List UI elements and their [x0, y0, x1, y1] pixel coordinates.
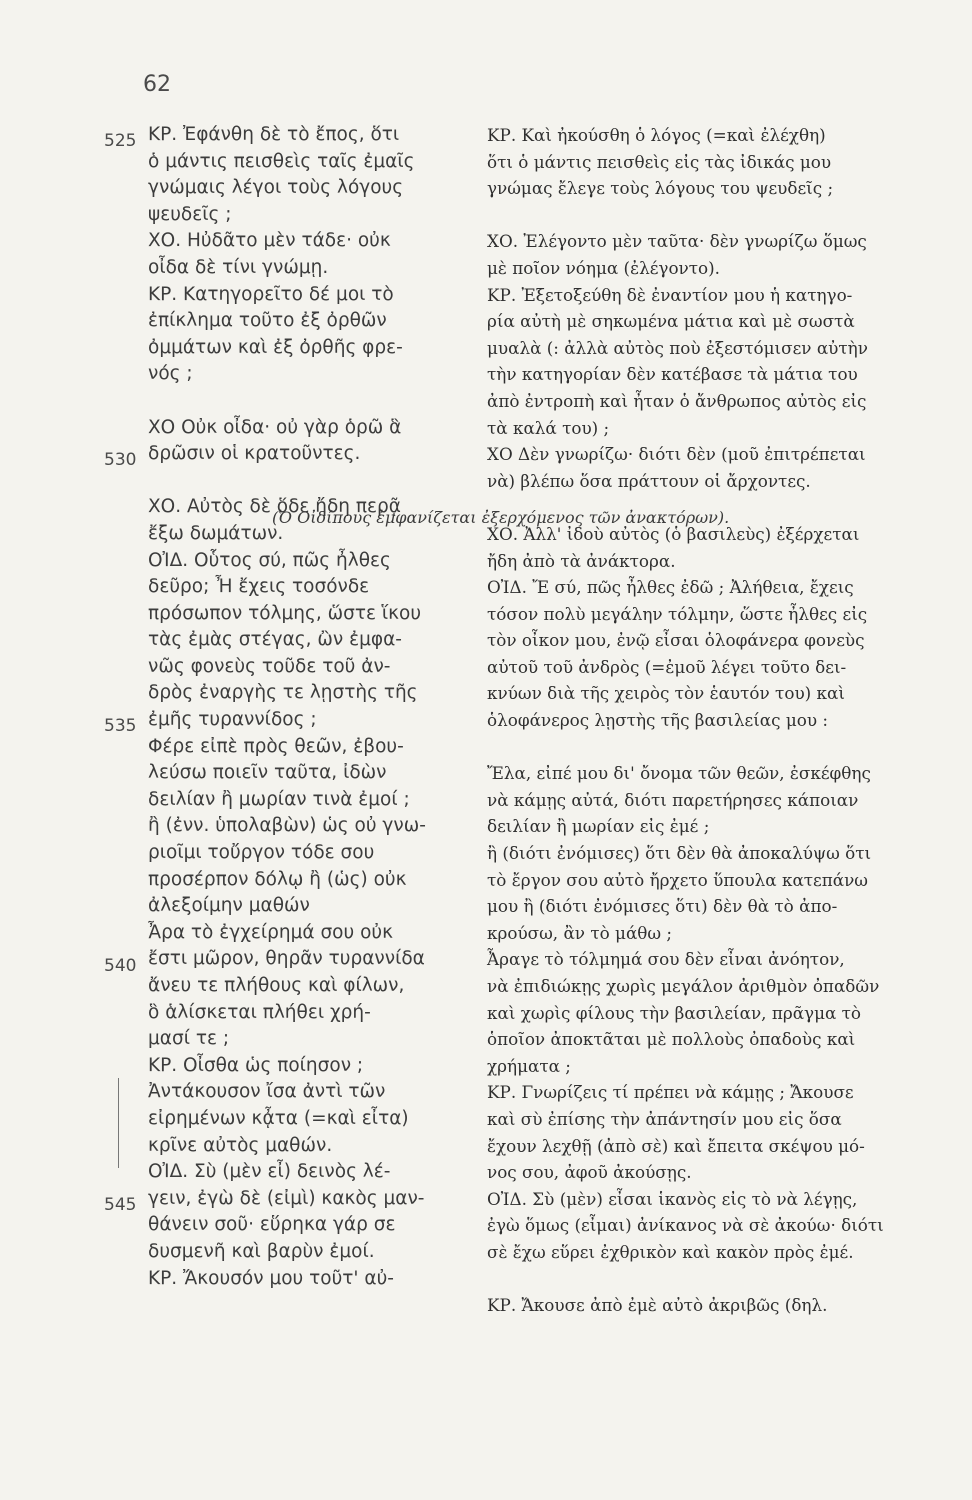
text-line	[487, 734, 932, 761]
margin-bracket	[118, 1078, 129, 1168]
translation-block-before	[487, 122, 932, 494]
text-line: κνύων διὰ τῆς χειρὸς τὸν ἑαυτόν του) καὶ	[487, 683, 845, 704]
text-line: οἶδα δὲ τίνι γνώμῃ.	[148, 256, 329, 278]
text-line: γνώμας ἔλεγε τοὺς λόγους του ψευδεῖς ;	[487, 178, 834, 199]
text-line: μου ἢ (διότι ἐνόμισες ὅτι) δὲν θὰ τὸ ἀπο-	[487, 896, 838, 917]
text-line: ἔστι μῶρον, θηρᾶν τυραννίδα	[148, 948, 425, 970]
text-line: Ἆρα τὸ ἐγχείρημά σου οὐκ	[148, 921, 394, 943]
text-line: ὁ μάντις πεισθεὶς ταῖς ἐμαῖς	[148, 150, 415, 172]
text-line: ἤδη ἀπὸ τὰ ἀνάκτορα.	[487, 550, 676, 571]
text-line: ὁλοφάνερος λῃστὴς τῆς βασιλείας μου :	[487, 710, 829, 731]
text-line: Φέρε εἰπὲ πρὸς θεῶν, ἐβου-	[148, 735, 404, 757]
text-line: ΚΡ. Οἶσθα ὡς ποίησον ;	[148, 1054, 364, 1076]
text-line: τὴν κατηγορίαν δὲν κατέβασε τὰ μάτια του	[487, 364, 858, 385]
page-number: 62	[143, 72, 171, 97]
text-line: ΚΡ. Κατηγορεῖτο δέ μοι τὸ	[148, 283, 394, 305]
text-line: εἰρημένων κᾆτα (=καὶ εἶτα)	[148, 1107, 409, 1129]
text-line: ἄνευ τε πλήθους καὶ φίλων,	[148, 975, 405, 996]
text-line: ΟἸΔ. Οὗτος σύ, πῶς ἦλθες	[148, 549, 391, 571]
text-line: ΧΟ Δὲν γνωρίζω· διότι δὲν (μοῦ ἐπιτρέπεται	[487, 444, 866, 465]
text-line: ΧΟ Οὐκ οἶδα· οὐ γὰρ ὁρῶ ἃ	[148, 416, 402, 438]
text-line: κρούσω, ἂν τὸ μάθω ;	[487, 922, 673, 943]
text-line: ΧΟ. Ἐλέγοντο μὲν ταῦτα· δὲν γνωρίζω ὅμως	[487, 231, 867, 252]
text-line: ὃ ἁλίσκεται πλήθει χρή-	[148, 1001, 371, 1023]
text-line: σὲ ἔχω εὕρει ἐχθρικὸν καὶ κακὸν πρὸς ἐμέ.	[487, 1241, 854, 1262]
text-line: ΚΡ. Γνωρίζεις τί πρέπει νὰ κάμῃς ; Ἄκουσε	[487, 1082, 854, 1103]
text-line: καὶ σὺ ἐπίσης τὴν ἀπάντησίν μου εἰς ὅσα	[487, 1108, 842, 1129]
text-line: τὸ ἔργον σου αὐτὸ ἤρχετο ὕπουλα κατεπάνω	[487, 869, 868, 890]
text-line: ΧΟ. Ηὐδᾶτο μὲν τάδε· οὐκ	[148, 230, 391, 252]
greek-text-column	[148, 122, 478, 1292]
line-number: 525	[104, 131, 137, 151]
text-line: ὁποῖον ἀποκτᾶται μὲ πολλοὺς ὀπαδοὺς καὶ	[487, 1029, 856, 1050]
text-line: δειλίαν ἢ μωρίαν τινὰ ἐμοί ;	[148, 788, 410, 810]
text-line	[148, 388, 478, 415]
text-line: αὐτοῦ τοῦ ἀνδρὸς (=ἐμοῦ λέγει τοῦτο δει-	[487, 656, 847, 677]
text-line: ΧΟ. Ἀλλ' ἰδοὺ αὐτὸς (ὁ βασιλεὺς) ἐξέρχεται	[487, 523, 860, 544]
text-line: θάνειν σοῦ· εὕρηκα γάρ σε	[148, 1214, 396, 1236]
text-line: πρόσωπον τόλμης, ὥστε ἵκου	[148, 602, 422, 624]
text-line: νὰ) βλέπω ὅσα πράττουν οἱ ἄρχοντες.	[487, 470, 811, 491]
text-line: ὅτι ὁ μάντις πεισθεὶς εἰς τὰς ἰδικάς μου	[487, 151, 832, 172]
text-line: ΚΡ. Ἄκουσε ἀπὸ ἐμὲ αὐτὸ ἀκριβῶς (δηλ.	[487, 1295, 828, 1316]
text-line: ΟἸΔ. Σὺ (μὲν εἶ) δεινὸς λέ-	[148, 1161, 391, 1183]
text-line: γειν, ἐγὼ δὲ (εἰμὶ) κακὸς μαν-	[148, 1187, 425, 1209]
line-number: 530	[104, 450, 137, 470]
text-line: δυσμενῆ καὶ βαρὺν ἐμοί.	[148, 1240, 375, 1262]
text-line: τὸν οἶκον μου, ἐνῷ εἶσαι ὁλοφάνερα φονεὺς	[487, 630, 865, 651]
text-line: μυαλὰ (: ἀλλὰ αὐτὸς ποὺ ἐξεστόμισεν αὐτὴν	[487, 337, 868, 358]
text-line: νὰ κάμῃς αὐτά, διότι παρετήρησες κάποιαν	[487, 789, 859, 810]
text-line: δρῶσιν οἱ κρατοῦντες.	[148, 443, 361, 465]
text-line: ρία αὐτὴ μὲ σηκωμένα μάτια καὶ μὲ σωστὰ	[487, 311, 855, 332]
text-line: γνώμαις λέγοι τοὺς λόγους	[148, 177, 404, 199]
text-line: δρὸς ἐναργὴς τε λῃστὴς τῆς	[148, 682, 418, 704]
text-line: ὀμμάτων καὶ ἐξ ὀρθῆς φρε-	[148, 336, 403, 358]
text-line: ἀλεξοίμην μαθών	[148, 895, 310, 917]
greek-text-block-after	[148, 494, 478, 1292]
text-line: δεῦρο; Ἦ ἔχεις τοσόνδε	[148, 576, 370, 598]
stage-direction: (Ὁ Οἰδίπους ἐμφανίζεται ἐξερχόμενος τῶν ἀνακτόρων).	[272, 508, 730, 527]
text-line: λεύσω ποιεῖν ταῦτα, ἰδὼν	[148, 762, 387, 784]
text-line: ΧΟ. Αὐτὸς δὲ ὅδε ἤδη περᾷ	[148, 496, 401, 518]
text-line: ΚΡ. Ἄκουσόν μου τοῦτ' αὐ-	[148, 1267, 394, 1289]
line-number: 540	[104, 956, 137, 976]
text-line: καὶ χωρὶς φίλους τὴν βασιλείαν, πρᾶγμα τὸ	[487, 1002, 862, 1023]
text-line: ΟἸΔ. Ἔ σύ, πῶς ἦλθες ἐδῶ ; Ἀλήθεια, ἔχεις	[487, 577, 854, 598]
text-line: ἐπίκλημα τοῦτο ἐξ ὀρθῶν	[148, 310, 387, 332]
text-line: τόσον πολὺ μεγάλην τόλμην, ὥστε ἦλθες εἰς	[487, 603, 868, 624]
translation-block-after	[487, 521, 932, 1319]
text-line: ἐμῆς τυραννίδος ;	[148, 709, 317, 731]
text-line: προσέρπον δόλῳ ἢ (ὡς) οὐκ	[148, 868, 407, 890]
text-line: ΚΡ. Ἐξετοξεύθη δὲ ἐναντίον μου ἡ κατηγο-	[487, 284, 853, 305]
text-line: ἔχουν λεχθῇ (ἀπὸ σὲ) καὶ ἔπειτα σκέψου μό-	[487, 1135, 865, 1156]
text-line: δειλίαν ἢ μωρίαν εἰς ἐμέ ;	[487, 816, 710, 837]
text-line: ἐγὼ ὅμως (εἶμαι) ἀνίκανος νὰ σὲ ἀκούω· διότι	[487, 1215, 884, 1236]
translation-column	[487, 122, 932, 1319]
text-line: χρήματα ;	[487, 1055, 571, 1076]
text-line: ΚΡ. Καὶ ἠκούσθη ὁ λόγος (=καὶ ἐλέχθη)	[487, 125, 826, 145]
line-number: 535	[104, 716, 137, 736]
text-line: κρῖνε αὐτὸς μαθών.	[148, 1134, 333, 1156]
text-line: Ἆραγε τὸ τόλμημά σου δὲν εἶναι ἀνόητον,	[487, 949, 845, 970]
text-line: νος σου, ἀφοῦ ἀκούσῃς.	[487, 1162, 692, 1183]
text-line: ἀπὸ ἐντροπὴ καὶ ἦταν ὁ ἄνθρωπος αὐτὸς εἰς	[487, 390, 867, 411]
text-line: ΚΡ. Ἐφάνθη δὲ τὸ ἔπος, ὅτι	[148, 124, 400, 145]
greek-text-block-before	[148, 122, 478, 468]
text-line: ΟἸΔ. Σὺ (μὲν) εἶσαι ἱκανὸς εἰς τὸ νὰ λέγῃς,	[487, 1188, 858, 1209]
text-line: ριοῖμι τοὔργον τόδε σου	[148, 842, 375, 864]
text-line: νὰ ἐπιδιώκῃς χωρὶς μεγάλον ἀριθμὸν ὀπαδῶν	[487, 976, 880, 996]
text-line: τὰ καλά του) ;	[487, 417, 610, 438]
text-line: ἢ (διότι ἐνόμισες) ὅτι δὲν θὰ ἀποκαλύψω ὅτι	[487, 843, 872, 864]
text-line: νῶς φονεὺς τοῦδε τοῦ ἀν-	[148, 655, 391, 677]
text-line: νός ;	[148, 363, 193, 385]
text-line: τὰς ἐμὰς στέγας, ὢν ἐμφα-	[148, 629, 402, 651]
line-number: 545	[104, 1195, 137, 1215]
text-line: Ἀντάκουσον ἴσα ἀντὶ τῶν	[148, 1081, 386, 1103]
text-line: ἢ (ἐνν. ὑπολαβὼν) ὡς οὐ γνω-	[148, 815, 426, 837]
text-line: μὲ ποῖον νόημα (ἐλέγοντο).	[487, 257, 721, 278]
text-line: ψευδεῖς ;	[148, 203, 232, 225]
text-line: Ἔλα, εἰπέ μου δι' ὄνομα τῶν θεῶν, ἐσκέφθης	[487, 763, 871, 784]
text-line	[487, 1266, 932, 1293]
text-line: ἔξω δωμάτων.	[148, 522, 284, 544]
text-line: μασί τε ;	[148, 1028, 230, 1050]
text-line	[487, 202, 932, 229]
